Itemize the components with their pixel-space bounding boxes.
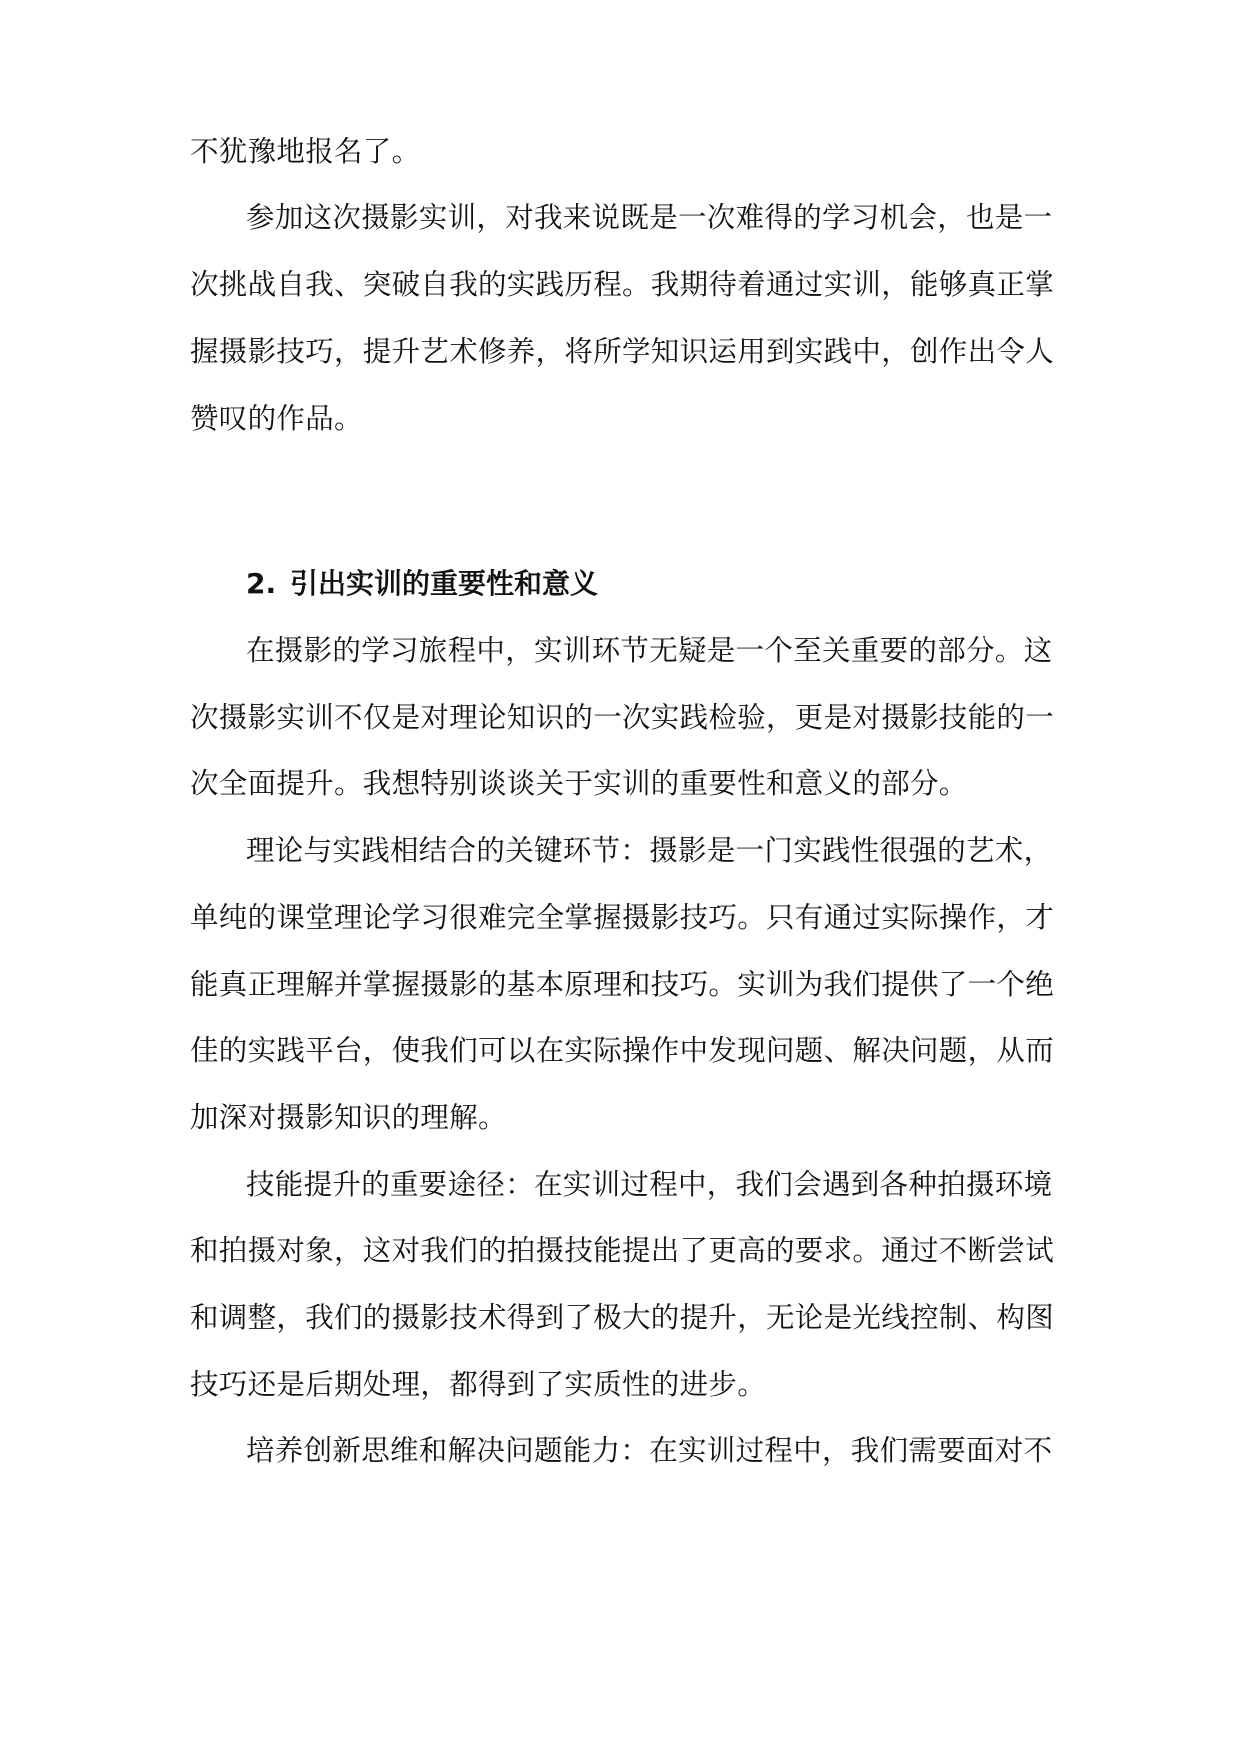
section-number: 2. <box>246 567 277 600</box>
paragraph-4-line-4: 技巧还是后期处理，都得到了实质性的进步。 <box>190 1368 767 1401</box>
paragraph-1-line-3: 握摄影技巧，提升艺术修养，将所学知识运用到实践中，创作出令人 <box>190 335 1055 368</box>
section-heading <box>246 559 598 609</box>
paragraph-3-line-5: 加深对摄影知识的理解。 <box>190 1101 507 1134</box>
paragraph-3-line-2: 单纯的课堂理论学习很难完全掌握摄影技巧。只有通过实际操作，才 <box>190 901 1055 934</box>
paragraph-1-line-4: 赞叹的作品。 <box>190 402 363 435</box>
paragraph-2-line-2: 次摄影实训不仅是对理论知识的一次实践检验，更是对摄影技能的一 <box>190 701 1055 734</box>
section-title: 引出实训的重要性和意义 <box>290 567 599 600</box>
paragraph-4-line-1: 技能提升的重要途径：在实训过程中，我们会遇到各种拍摄环境 <box>246 1168 1053 1201</box>
continuation-line: 不犹豫地报名了。 <box>190 135 421 168</box>
paragraph-2-line-3: 次全面提升。我想特别谈谈关于实训的重要性和意义的部分。 <box>190 767 968 800</box>
paragraph-5-line-1: 培养创新思维和解决问题能力：在实训过程中，我们需要面对不 <box>246 1434 1053 1467</box>
paragraph-3-line-4: 佳的实践平台，使我们可以在实际操作中发现问题、解决问题，从而 <box>190 1034 1055 1067</box>
paragraph-4-line-2: 和拍摄对象，这对我们的拍摄技能提出了更高的要求。通过不断尝试 <box>190 1234 1055 1267</box>
paragraph-3-line-1: 理论与实践相结合的关键环节：摄影是一门实践性很强的艺术， <box>246 834 1053 867</box>
paragraph-4-line-3: 和调整，我们的摄影技术得到了极大的提升，无论是光线控制、构图 <box>190 1301 1055 1334</box>
paragraph-1-line-1: 参加这次摄影实训，对我来说既是一次难得的学习机会，也是一 <box>246 201 1053 234</box>
paragraph-2-line-1: 在摄影的学习旅程中，实训环节无疑是一个至关重要的部分。这 <box>246 634 1053 667</box>
paragraph-3-line-3: 能真正理解并掌握摄影的基本原理和技巧。实训为我们提供了一个绝 <box>190 968 1055 1001</box>
paragraph-1-line-2: 次挑战自我、突破自我的实践历程。我期待着通过实训，能够真正掌 <box>190 268 1055 301</box>
